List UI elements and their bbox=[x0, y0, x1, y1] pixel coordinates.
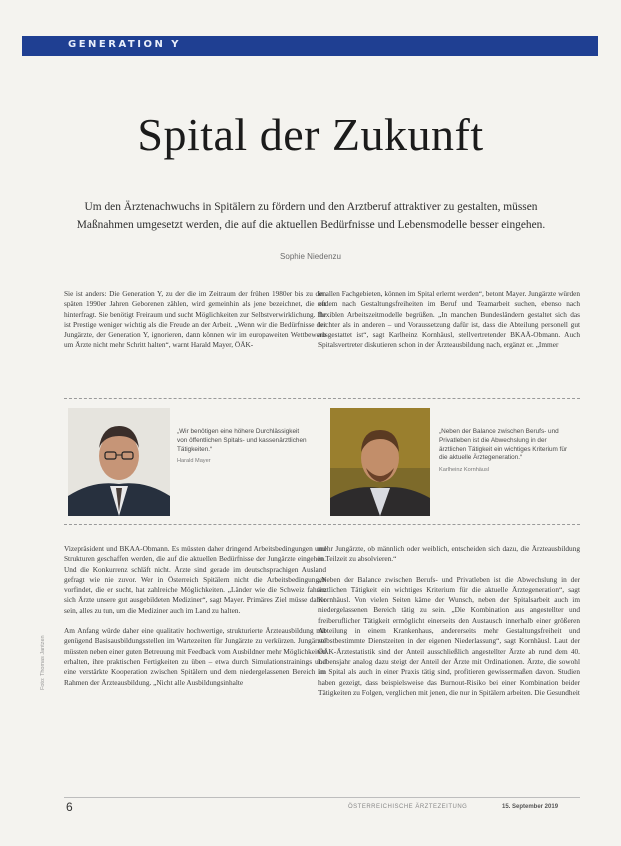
quote-text: „Wir benötigen eine höhere Durchlässigkeit von öffentlichen Spitals- und kassenärztlichen Tätigkeiten.“ bbox=[177, 428, 307, 453]
divider bbox=[64, 524, 326, 525]
photo-credit: Foto: Thomas Jantzen bbox=[40, 635, 46, 690]
paragraph: mehr Jungärzte, ob männlich oder weiblich, entscheiden sich dazu, die Ärzteausbildung in Teilzeit zu absolvieren.“ bbox=[318, 544, 580, 564]
paragraph: Am Anfang würde daher eine qualitativ hochwertige, strukturierte Ärzteausbildung mit genügend Basisausbildungsstellen im Wartezeiten für Jungärzte zu verkürzen. Jungärzte müssten neben einer guten Betreuung mit Feedback vom Ausbildner mehr Möglichkeiten erhalten, ihre praktischen Fertigkeiten zu üben – etwa durch Simulationstrainings und eine verstärkte Kooperation zwischen Spitälern und dem niedergelassenen Bereich im Rahmen der Ärzteausbildung. „Nicht alle Ausbildungsinhalte bbox=[64, 626, 326, 687]
section-label: GENERATION Y bbox=[68, 39, 182, 50]
article-author: Sophie Niedenzu bbox=[280, 252, 341, 261]
portrait-photo-1 bbox=[68, 408, 170, 516]
paragraph: Vizepräsident und BKAA-Obmann. Es müssten daher dringend Arbeitsbedingungen und Strukturen geschaffen werden, die auf die aktuellen Bedürfnisse der Jungärzte eingehen. Und die Konkurrenz schläft nicht. Ärzte sind gerade im deutschsprachigen Ausland gefragt wie nie zuvor. Wer in Österreich Spitälern nicht die Arbeitsbedingungen vorfindet, die er sucht, hat zahlreiche Möglichkeiten. „Länder wie die Schweiz fahren sich Ärzte unsere gut ausgebildeten Mediziner“, sagt Mayer. Primäres Ziel müsse daher sein, alles zu tun, um die Mediziner auch im Land zu halten. bbox=[64, 544, 326, 615]
issue-date: 15. September 2019 bbox=[502, 804, 559, 810]
portrait-karlheinz-kornhaeusl bbox=[330, 408, 430, 516]
quote-author: Harald Mayer bbox=[177, 458, 211, 465]
portrait-harald-mayer bbox=[68, 408, 170, 516]
article-title: Spital der Zukunft bbox=[137, 109, 484, 160]
quote-author: Karlheinz Kornhäusl bbox=[439, 467, 490, 474]
page-number: 6 bbox=[66, 800, 73, 814]
column-1-bottom bbox=[64, 544, 326, 698]
quote-text: „Neben der Balance zwischen Berufs- und Privatleben ist die Abwechslung in der ärztlichen Tätigkeit ein wichtiges Kriterium für die aktuelle Ärztegeneration.“ bbox=[439, 428, 568, 462]
column-1-top bbox=[64, 289, 326, 361]
column-2-top bbox=[318, 289, 580, 361]
paragraph: „Neben der Balance zwischen Berufs- und Privatleben ist die Abwechslung in der ärztlichen Tätigkeit ein wichtiges Kriterium für die aktuelle Ärztegeneration“, sagt Kornhäusl. Von vielen Seiten käme der Wunsch, neben der Spitalsarbeit auch im niedergelassenen Bereich tätig zu sein. „Die Kombination aus angestellter und freiberuflicher Tätigkeit ermöglicht einerseits den Austausch innerhalb einer größeren Abteilung in einem Krankenhaus, andererseits mehr Gestaltungsfreiheit und selbstbestimmte Dienstzeiten in der eigenen Niederlassung“, sagt Kornhäusl. Laut der ÖÄK-Ärztestatistik sind der Anteil ausschließlich angestellter Ärzte ab rund dem 40. Lebensjahr analog dazu steigt der Anteil der Ärzte mit Ordinationen. Ärzte, die sowohl im Spital als auch in einer Praxis tätig sind, profitieren gewissermaßen davon. Studien haben gezeigt, dass beispielsweise das Burnout-Risiko bei einer Kombination beider Tätigkeiten zu Folgen, verglichen mit jenen, die nur in Spitälern arbeiten. Die Gesundheit bbox=[318, 574, 580, 697]
article-lead: Um den Ärztenachwuchs in Spitälern zu fördern und den Arztberuf attraktiver zu gestalten, müssen Maßnahmen umgesetzt werden, die auf die aktuellen Bedürfnisse und Lebensmodelle besser eingehen. bbox=[76, 201, 546, 231]
section-banner bbox=[22, 36, 598, 56]
column-2-bottom bbox=[318, 544, 580, 708]
portrait-photo-2 bbox=[330, 408, 430, 516]
footer-rule bbox=[64, 797, 580, 798]
divider bbox=[64, 398, 326, 399]
quote-kornhaeusl bbox=[439, 428, 569, 473]
paragraph: in allen Fachgebieten, können im Spital erlernt werden“, betont Mayer. Jungärzte würden zudem nach Gestaltungsfreiheiten im Beruf und Teamarbeit suchen, ebenso nach flexiblen Arbeitszeitmodelle begrüßen. „In manchen Bundesländern gestaltet sich das leichter als in anderen – und Voraussetzung dafür ist, dass die Abteilung personell gut ausgestattet ist“, sagt Karlheinz Kornhäusl, stellvertretender BKAÄ-Obmann. Auch Spitalsvertreter diskutieren schon in der Ärzteausbildung nach, ergänzt er. „Immer bbox=[318, 289, 580, 350]
divider bbox=[318, 524, 580, 525]
quote-mayer bbox=[177, 428, 307, 464]
paragraph: Sie ist anders: Die Generation Y, zu der die im Zeitraum der frühen 1980er bis zu den späten 1990er Jahren Geborenen zählen, wird gemeinhin als jene bezeichnet, die oft hinterfragt. Sie benötigt Freiraum und sucht Möglichkeiten zur Selbstverwirklichung. Ihr ist Prestige weniger wichtig als die Freude an der Arbeit. „Wenn wir die Bedürfnisse der Jungärzte, der Generation Y, ignorieren, dann können wir im europaweiten Wettbewerb um Ärzte nicht mehr Schritt halten“, warnt Harald Mayer, ÖÄK- bbox=[64, 289, 326, 350]
divider bbox=[318, 398, 580, 399]
publication-name: ÖSTERREICHISCHE ÄRZTEZEITUNG bbox=[348, 804, 468, 810]
